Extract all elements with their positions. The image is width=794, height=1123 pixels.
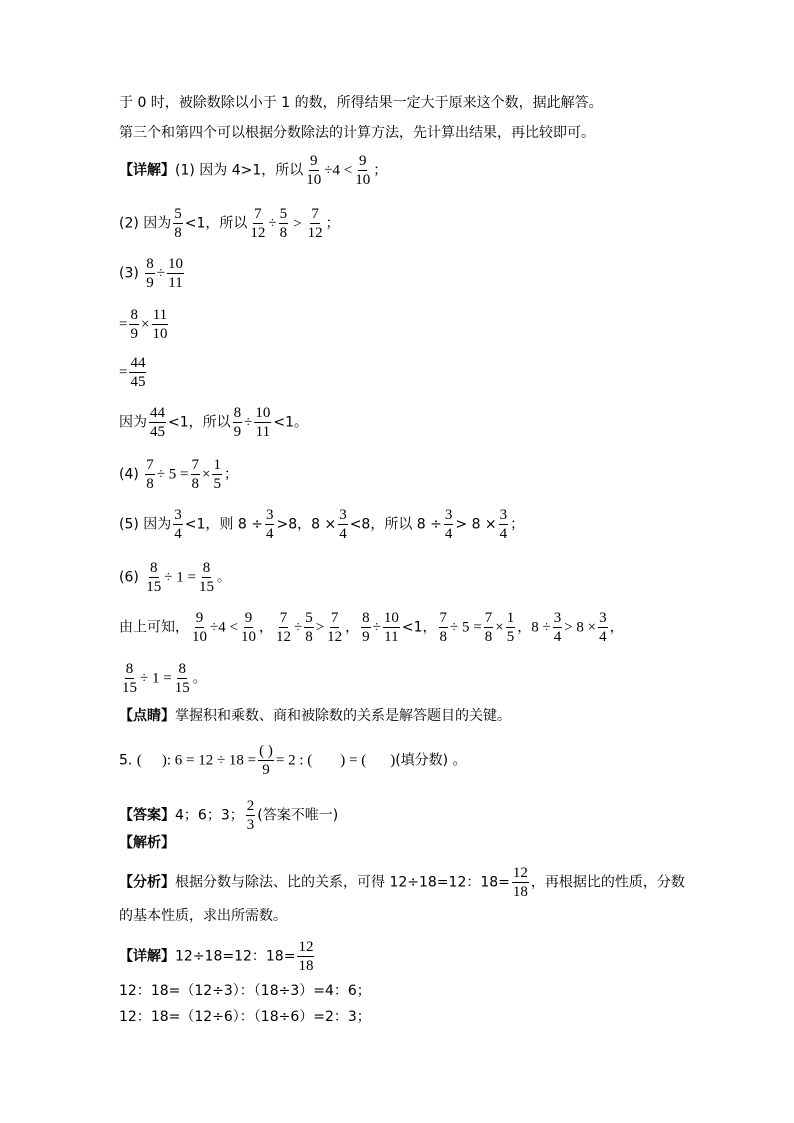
text: >8，8 × [276,516,337,533]
fraction: $\frac{5}{8}$ [279,206,288,241]
section-tag: 【点睛】 [119,708,175,724]
fraction: $\frac{9}{10}$ [192,610,207,645]
text: 掌握积和乘数、商和被除数的关系是解答题目的关键。 [175,708,511,724]
paren: ( [136,752,142,769]
hint: (填分数) [395,752,449,769]
fraction: $\frac{44}{45}$ [130,355,146,390]
text: (答案不唯一) [257,807,339,824]
text: (6) [119,569,139,586]
operator: ÷ [244,414,253,431]
fraction: $\frac{8}{9}$ [233,405,242,440]
fraction: $\frac{8}{9}$ [130,307,138,342]
text-line: 于 0 时，被除数除以小于 1 的数，所得结果一定大于原来这个数，据此解答。 [119,95,603,111]
section-tag: 【解析】 [119,835,175,851]
fraction: $\frac{1}{5}$ [506,610,515,645]
operator: × [202,466,211,483]
fraction: $\frac{8}{15}$ [146,560,162,595]
fraction: $\frac{10}{11}$ [383,610,399,645]
punct: ， [345,619,360,636]
conclusion-line [119,404,308,441]
operator: ÷ 5 = [156,466,189,483]
text: 因为 [119,414,147,431]
question-number: 5. [119,752,133,769]
punct: ， [517,619,532,636]
fraction: $\frac{8}{9}$ [146,256,154,291]
operator: = [119,316,128,333]
text: ) [390,752,396,769]
analysis-line [119,864,685,901]
fraction: $\frac{3}{4}$ [265,507,274,542]
operator: ÷4 < [210,619,238,636]
text: 4；6；3； [175,807,244,824]
punct: ； [223,466,238,483]
operator: × [140,316,150,333]
fraction: $\frac{10}{11}$ [168,256,184,291]
fraction: $\frac{8}{15}$ [122,661,137,696]
text: (2) 因为 [119,215,172,232]
fraction: $\frac{3}{4}$ [599,610,607,645]
fraction: $\frac{7}{8}$ [439,610,448,645]
operator: ÷4 < [324,162,353,179]
text: ) = ( [340,752,367,769]
fraction: $\frac{1}{5}$ [213,457,221,492]
operator: × [495,619,504,636]
text: ，再根据比的性质，分数 [530,874,685,891]
solution-detail-1 [119,152,387,189]
equation-line [119,306,170,343]
text: <1，所以 [168,414,231,431]
section-tag: 【答案】 [119,807,175,824]
fraction: $\frac{2}{3}$ [246,798,255,833]
fraction: $\frac{3}{4}$ [499,507,508,542]
fraction: $\frac{7}{12}$ [307,206,323,241]
punct: ， [258,619,273,636]
text: <1。 [273,414,309,431]
fraction: $\frac{3}{4}$ [174,507,182,542]
section-tag: 【分析】 [119,874,175,891]
text: 12÷18=12：18= [175,948,296,965]
punct: 。 [452,752,467,769]
answer-line [119,797,338,834]
key-point-line [119,706,511,726]
punct: ； [325,215,340,232]
text: (1) 因为 4>1，所以 [175,162,304,179]
operator: ÷ [156,265,166,282]
question-5 [119,742,467,779]
fraction: $\frac{3}{4}$ [553,610,562,645]
operator: ÷ 1 = [140,670,172,687]
fraction: $\frac{7}{12}$ [275,610,291,645]
operator: ÷ [372,619,381,636]
text: <8，所以 8 ÷ [349,516,442,533]
fraction: $\frac{7}{8}$ [484,610,493,645]
text: (4) [119,466,139,483]
fraction: $\frac{5}{8}$ [174,206,182,241]
operator: > [293,215,302,232]
operator: ÷ [293,619,303,636]
fraction: $\frac{12}{18}$ [298,939,314,974]
section-tag: 【详解】 [119,162,175,179]
solution-step-6 [119,559,231,596]
fraction: $\frac{7}{8}$ [191,457,199,492]
operator: ÷ 1 = [164,569,196,586]
fraction: $\frac{8}{9}$ [362,610,370,645]
text: 由上可知， [119,619,189,636]
solution-step-2 [119,205,340,242]
section-tag: 【详解】 [119,948,175,965]
punct: ； [510,516,525,533]
fraction: $\frac{7}{12}$ [327,610,343,645]
fraction: $\frac{3}{4}$ [444,507,453,542]
equation-line [119,354,148,391]
summary-line-cont [119,660,207,697]
fraction: $\frac{12}{18}$ [512,865,528,900]
text: > 8 × [455,516,497,533]
solution-step-5 [119,506,524,543]
punct: ； [373,162,388,179]
fraction: $\frac{9}{10}$ [240,610,256,645]
fraction: $\frac{5}{8}$ [305,610,313,645]
fraction: ( ) 9 [259,743,273,778]
paren: ) [161,752,167,769]
operator: > [315,619,325,636]
fraction: $\frac{7}{8}$ [146,457,154,492]
solution-step-4 [119,456,238,493]
punct: ， [609,619,624,636]
text: <1，所以 [184,215,248,232]
fraction: $\frac{9}{10}$ [355,153,371,188]
punct: 。 [192,670,207,687]
punct: 。 [217,569,231,586]
text: <1， [401,619,437,636]
text: <1，则 8 ÷ [184,516,263,533]
fraction: $\frac{8}{15}$ [174,661,190,696]
text: 8 ÷ [531,619,551,636]
text-line: 的基本性质，求出所需数。 [119,908,287,924]
text: 根据分数与除法、比的关系，可得 12÷18=12：18= [175,874,510,891]
text: (5) 因为 [119,516,172,533]
analysis-heading [119,833,175,853]
summary-line [119,609,624,646]
text: = 2 : ( [275,752,313,769]
fraction: $\frac{3}{4}$ [339,507,347,542]
operator: ÷ [268,215,277,232]
fraction: $\frac{8}{15}$ [199,560,214,595]
operator: = [119,364,128,381]
fraction: $\frac{7}{12}$ [250,206,266,241]
text-line: 12：18=（12÷3）：（18÷3）=4：6； [119,983,371,999]
fraction: $\frac{10}{11}$ [255,405,271,440]
text-line: 12：18=（12÷6）：（18÷6）=2：3； [119,1009,371,1025]
detail-line [119,938,316,975]
operator: > 8 × [564,619,597,636]
fraction: $\frac{9}{10}$ [306,153,322,188]
solution-step-3 [119,255,186,292]
fraction: $\frac{44}{45}$ [150,405,165,440]
text: : 6 = 12 ÷ 18 = [166,752,257,769]
text: (3) [119,265,139,282]
operator: ÷ 5 = [450,619,482,636]
fraction: $\frac{11}{10}$ [152,307,168,342]
text-line: 第三个和第四个可以根据分数除法的计算方法，先计算出结果，再比较即可。 [119,125,595,141]
